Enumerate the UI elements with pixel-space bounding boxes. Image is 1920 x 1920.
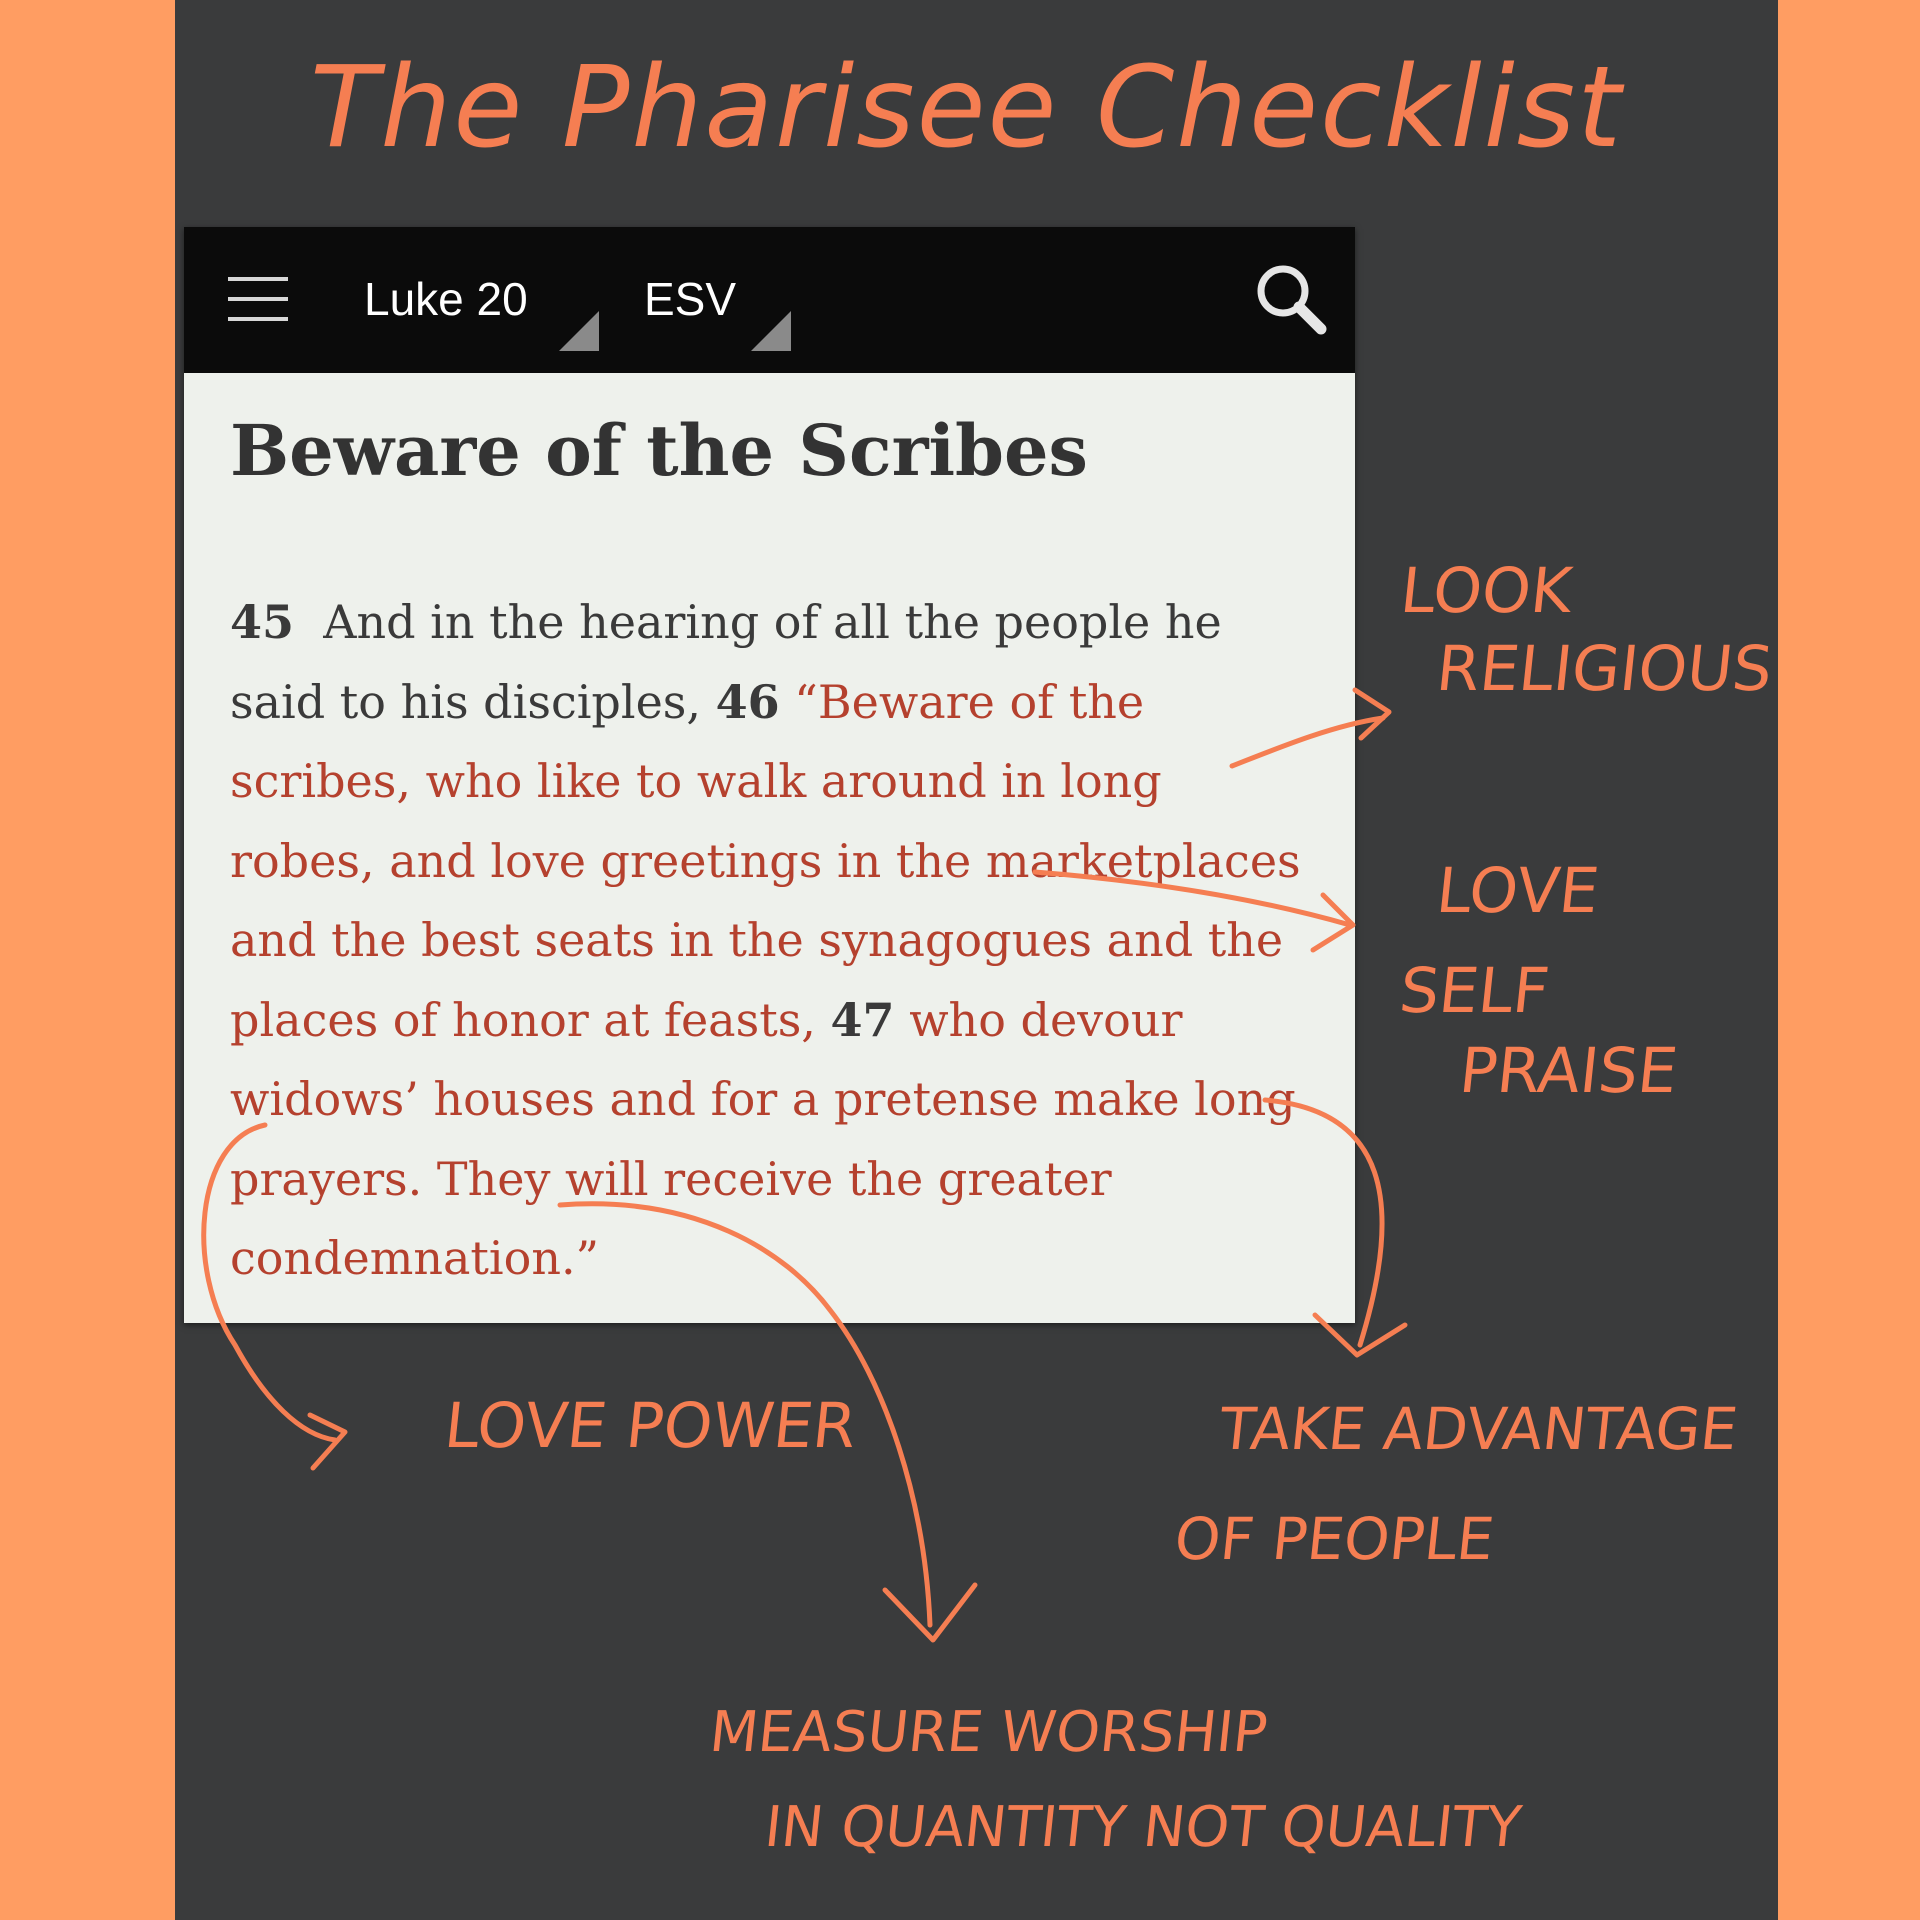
- dropdown-caret-icon: [751, 311, 791, 351]
- verse-text-red-letter: “Beware of the scribes, who like to walk around in long robes, and love greetings in the marketplaces and the best seats in the synagogues and the places of honor at feasts,: [230, 674, 1301, 1047]
- section-heading: Beware of the Scribes: [230, 409, 1088, 492]
- chalkboard-background: [175, 0, 1778, 1920]
- note-love-self-praise-line3: PRAISE: [1456, 1034, 1682, 1107]
- search-icon[interactable]: [1253, 261, 1329, 337]
- verse-number: 45: [230, 595, 295, 649]
- note-measure-worship-line1: MEASURE WORSHIP: [706, 1700, 1271, 1765]
- passage-text: [230, 583, 1320, 1299]
- app-toolbar: [184, 227, 1355, 373]
- verse-text-red-letter: who devour widows’ houses and for a pretense make long prayers. They will receive the greater condemnation.”: [230, 992, 1296, 1285]
- version-selector[interactable]: ESV: [644, 273, 737, 325]
- note-take-advantage-line1: TAKE ADVANTAGE: [1216, 1395, 1741, 1463]
- book-chapter-selector[interactable]: Luke 20: [364, 273, 528, 325]
- note-love-self-praise-line2: SELF: [1396, 954, 1553, 1027]
- annotation-title: The Pharisee Checklist: [310, 43, 1624, 173]
- note-look-religious-line1: LOOK: [1397, 554, 1576, 627]
- note-love-power: LOVE POWER: [441, 1389, 860, 1462]
- note-take-advantage-line2: OF PEOPLE: [1171, 1505, 1498, 1573]
- verse-text: And in the hearing of all the people he said to his disciples,: [230, 595, 1222, 729]
- verse-number: 46: [715, 674, 780, 729]
- note-measure-worship-line2: IN QUANTITY NOT QUALITY: [761, 1795, 1525, 1860]
- menu-icon[interactable]: [228, 275, 288, 323]
- note-love-self-praise-line1: LOVE: [1433, 854, 1603, 927]
- verse-number: 47: [830, 992, 895, 1047]
- dropdown-caret-icon: [559, 311, 599, 351]
- note-look-religious-line2: RELIGIOUS: [1433, 632, 1776, 705]
- bible-app-screenshot: [184, 227, 1355, 1323]
